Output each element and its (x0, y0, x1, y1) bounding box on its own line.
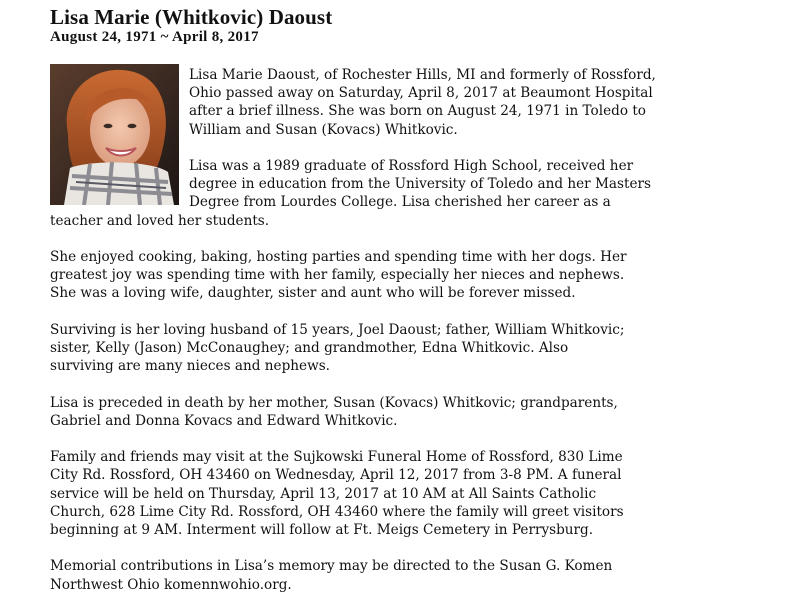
obituary-title: Lisa Marie (Whitkovic) Daoust (50, 5, 333, 29)
paragraph-services (50, 448, 730, 539)
text-line: Family and friends may visit at the Sujkowski Funeral Home of Rossford, 830 Lime (50, 449, 623, 466)
text-line: She enjoyed cooking, baking, hosting parties and spending time with her dogs. Her (50, 249, 627, 265)
obituary-dates: August 24, 1971 ~ April 8, 2017 (50, 29, 259, 45)
text-line: William and Susan (Kovacs) Whitkovic. (189, 121, 458, 138)
text-line: Northwest Ohio komennwohio.org. (50, 576, 292, 593)
text-line: Lisa was a 1989 graduate of Rossford High School, received her (189, 158, 634, 174)
text-line: Lisa is preceded in death by her mother, Susan (Kovacs) Whitkovic; grandparents, (50, 394, 618, 411)
text-line: Surviving is her loving husband of 15 years, Joel Daoust; father, William Whitkovic; (50, 321, 625, 338)
text-line: greatest joy was spending time with her family, especially her nieces and nephews. (50, 267, 625, 284)
paragraph-preceded (50, 394, 730, 430)
text-line: Church, 628 Lime City Rd. Rossford, OH 43460 where the family will greet visitors (50, 503, 624, 520)
text-line: teacher and loved her students. (50, 212, 270, 229)
text-line: surviving are many nieces and nephews. (50, 358, 330, 375)
text-line: after a brief illness. She was born on August 24, 1971 in Toledo to (189, 103, 646, 120)
text-line: Memorial contributions in Lisa’s memory may be directed to the Susan G. Komen (50, 558, 613, 575)
text-line: service will be held on Thursday, April 13, 2017 at 10 AM at All Saints Catholic (50, 485, 597, 502)
text-line: Gabriel and Donna Kovacs and Edward Whitkovic. (50, 412, 398, 429)
text-line: beginning at 9 AM. Interment will follow at Ft. Meigs Cemetery in Perrysburg. (50, 522, 594, 538)
paragraph-education (50, 157, 730, 230)
paragraph-memorial (50, 557, 730, 593)
text-line: She was a loving wife, daughter, sister and aunt who will be forever missed. (50, 285, 576, 302)
obituary-body (50, 66, 730, 612)
text-line: City Rd. Rossford, OH 43460 on Wednesday, April 12, 2017 from 3-8 PM. A funeral (50, 467, 622, 484)
paragraph-announcement (50, 66, 730, 139)
text-line: Ohio passed away on Saturday, April 8, 2017 at Beaumont Hospital (189, 85, 653, 102)
text-line: degree in education from the University of Toledo and her Masters (189, 176, 651, 193)
text-line: sister, Kelly (Jason) McConaughey; and grandmother, Edna Whitkovic. Also (50, 340, 569, 356)
text-line: Degree from Lourdes College. Lisa cherished her career as a (189, 194, 611, 211)
text-line: Lisa Marie Daoust, of Rochester Hills, MI and formerly of Rossford, (189, 67, 656, 83)
paragraph-interests (50, 248, 730, 303)
paragraph-survivors (50, 321, 730, 376)
